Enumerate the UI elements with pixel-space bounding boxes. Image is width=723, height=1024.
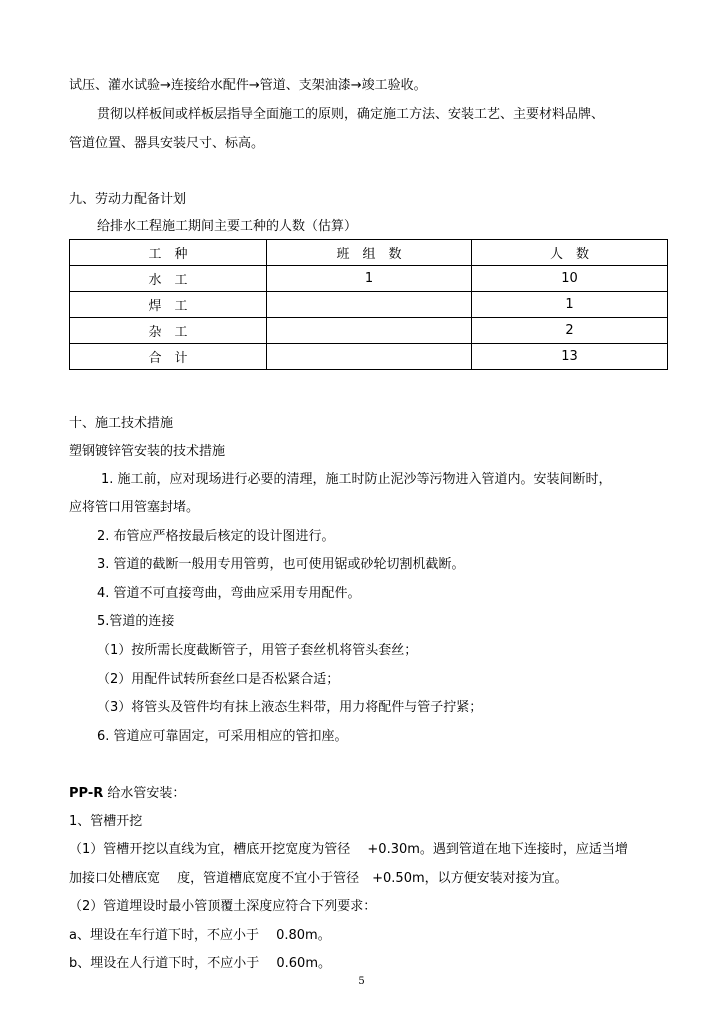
table-cell: 杂 工: [70, 318, 267, 344]
ppr-heading: [69, 785, 185, 803]
ppr-para-1-line-2: 加接口处槽底宽 度，管道槽底宽度不宜小于管径 +0.50m，以方便安装对接为宜。: [69, 871, 568, 886]
ppr-heading-bold: PP-R: [69, 786, 104, 801]
table-row: [70, 292, 668, 318]
table-cell: [267, 344, 472, 370]
page-number: 5: [358, 976, 365, 987]
table-header-cell: 工 种: [70, 240, 267, 266]
ppr-para-2: （2）管道埋设时最小管顶覆土深度应符合下列要求：: [69, 899, 377, 914]
table-header-row: [70, 240, 668, 266]
table-cell: [267, 292, 472, 318]
ppr-sub-1: 1、管槽开挖: [69, 814, 143, 829]
table-header-cell: 班 组 数: [267, 240, 472, 266]
item-1-line-1: 1. 施工前，应对现场进行必要的清理，施工时防止泥沙等污物进入管道内。安装间断时，: [101, 472, 612, 487]
intro-line-2: 贯彻以样板间或样板层指导全面施工的原则，确定施工方法、安装工艺、主要材料品牌、: [97, 107, 605, 122]
intro-line-3: 管道位置、器具安装尺寸、标高。: [69, 136, 265, 151]
table-cell: [267, 318, 472, 344]
section-10-subheading: 塑钢镀锌管安装的技术措施: [69, 444, 226, 459]
item-3: 3. 管道的截断一般用专用管剪，也可使用锯或砂轮切割机截断。: [97, 557, 465, 572]
table-row: [70, 318, 668, 344]
ppr-heading-rest: 给水管安装：: [103, 786, 186, 801]
item-4: 4. 管道不可直接弯曲，弯曲应采用专用配件。: [97, 586, 361, 601]
section-10-heading: 十、施工技术措施: [69, 416, 174, 431]
table-header-cell: 人 数: [472, 240, 668, 266]
ppr-item-b: b、埋设在人行道下时，不应小于 0.60m。: [69, 956, 331, 971]
table-cell: 水 工: [70, 266, 267, 292]
table-cell: 焊 工: [70, 292, 267, 318]
ppr-para-1-line-1: （1）管槽开挖以直线为宜，槽底开挖宽度为管径 +0.30m。遇到管道在地下连接时，应适当增: [69, 842, 628, 857]
table-row: [70, 344, 668, 370]
table-cell: 1: [267, 266, 472, 292]
labor-table-caption: 给排水工程施工期间主要工种的人数（估算）: [97, 219, 358, 234]
section-9-heading: 九、劳动力配备计划: [69, 192, 187, 207]
item-5: 5.管道的连接: [97, 614, 175, 629]
intro-line-1: 试压、灌水试验→连接给水配件→管道、支架油漆→竣工验收。: [69, 78, 427, 93]
item-5-sub-3: （3）将管头及管件均有抹上液态生料带，用力将配件与管子拧紧；: [97, 700, 483, 715]
item-1-line-2: 应将管口用管塞封堵。: [69, 500, 200, 515]
ppr-item-a: a、埋设在车行道下时，不应小于 0.80m。: [69, 928, 331, 943]
item-6: 6. 管道应可靠固定，可采用相应的管扣座。: [97, 729, 348, 744]
table-cell: 13: [472, 344, 668, 370]
table-cell: 10: [472, 266, 668, 292]
item-2: 2. 布管应严格按最后核定的设计图进行。: [97, 529, 335, 544]
table-cell: 合 计: [70, 344, 267, 370]
item-5-sub-2: （2）用配件试转所套丝口是否松紧合适；: [97, 672, 340, 687]
table-cell: 1: [472, 292, 668, 318]
table-cell: 2: [472, 318, 668, 344]
table-row: [70, 266, 668, 292]
item-5-sub-1: （1）按所需长度截断管子，用管子套丝机将管头套丝；: [97, 643, 418, 658]
labor-table: [69, 239, 668, 370]
